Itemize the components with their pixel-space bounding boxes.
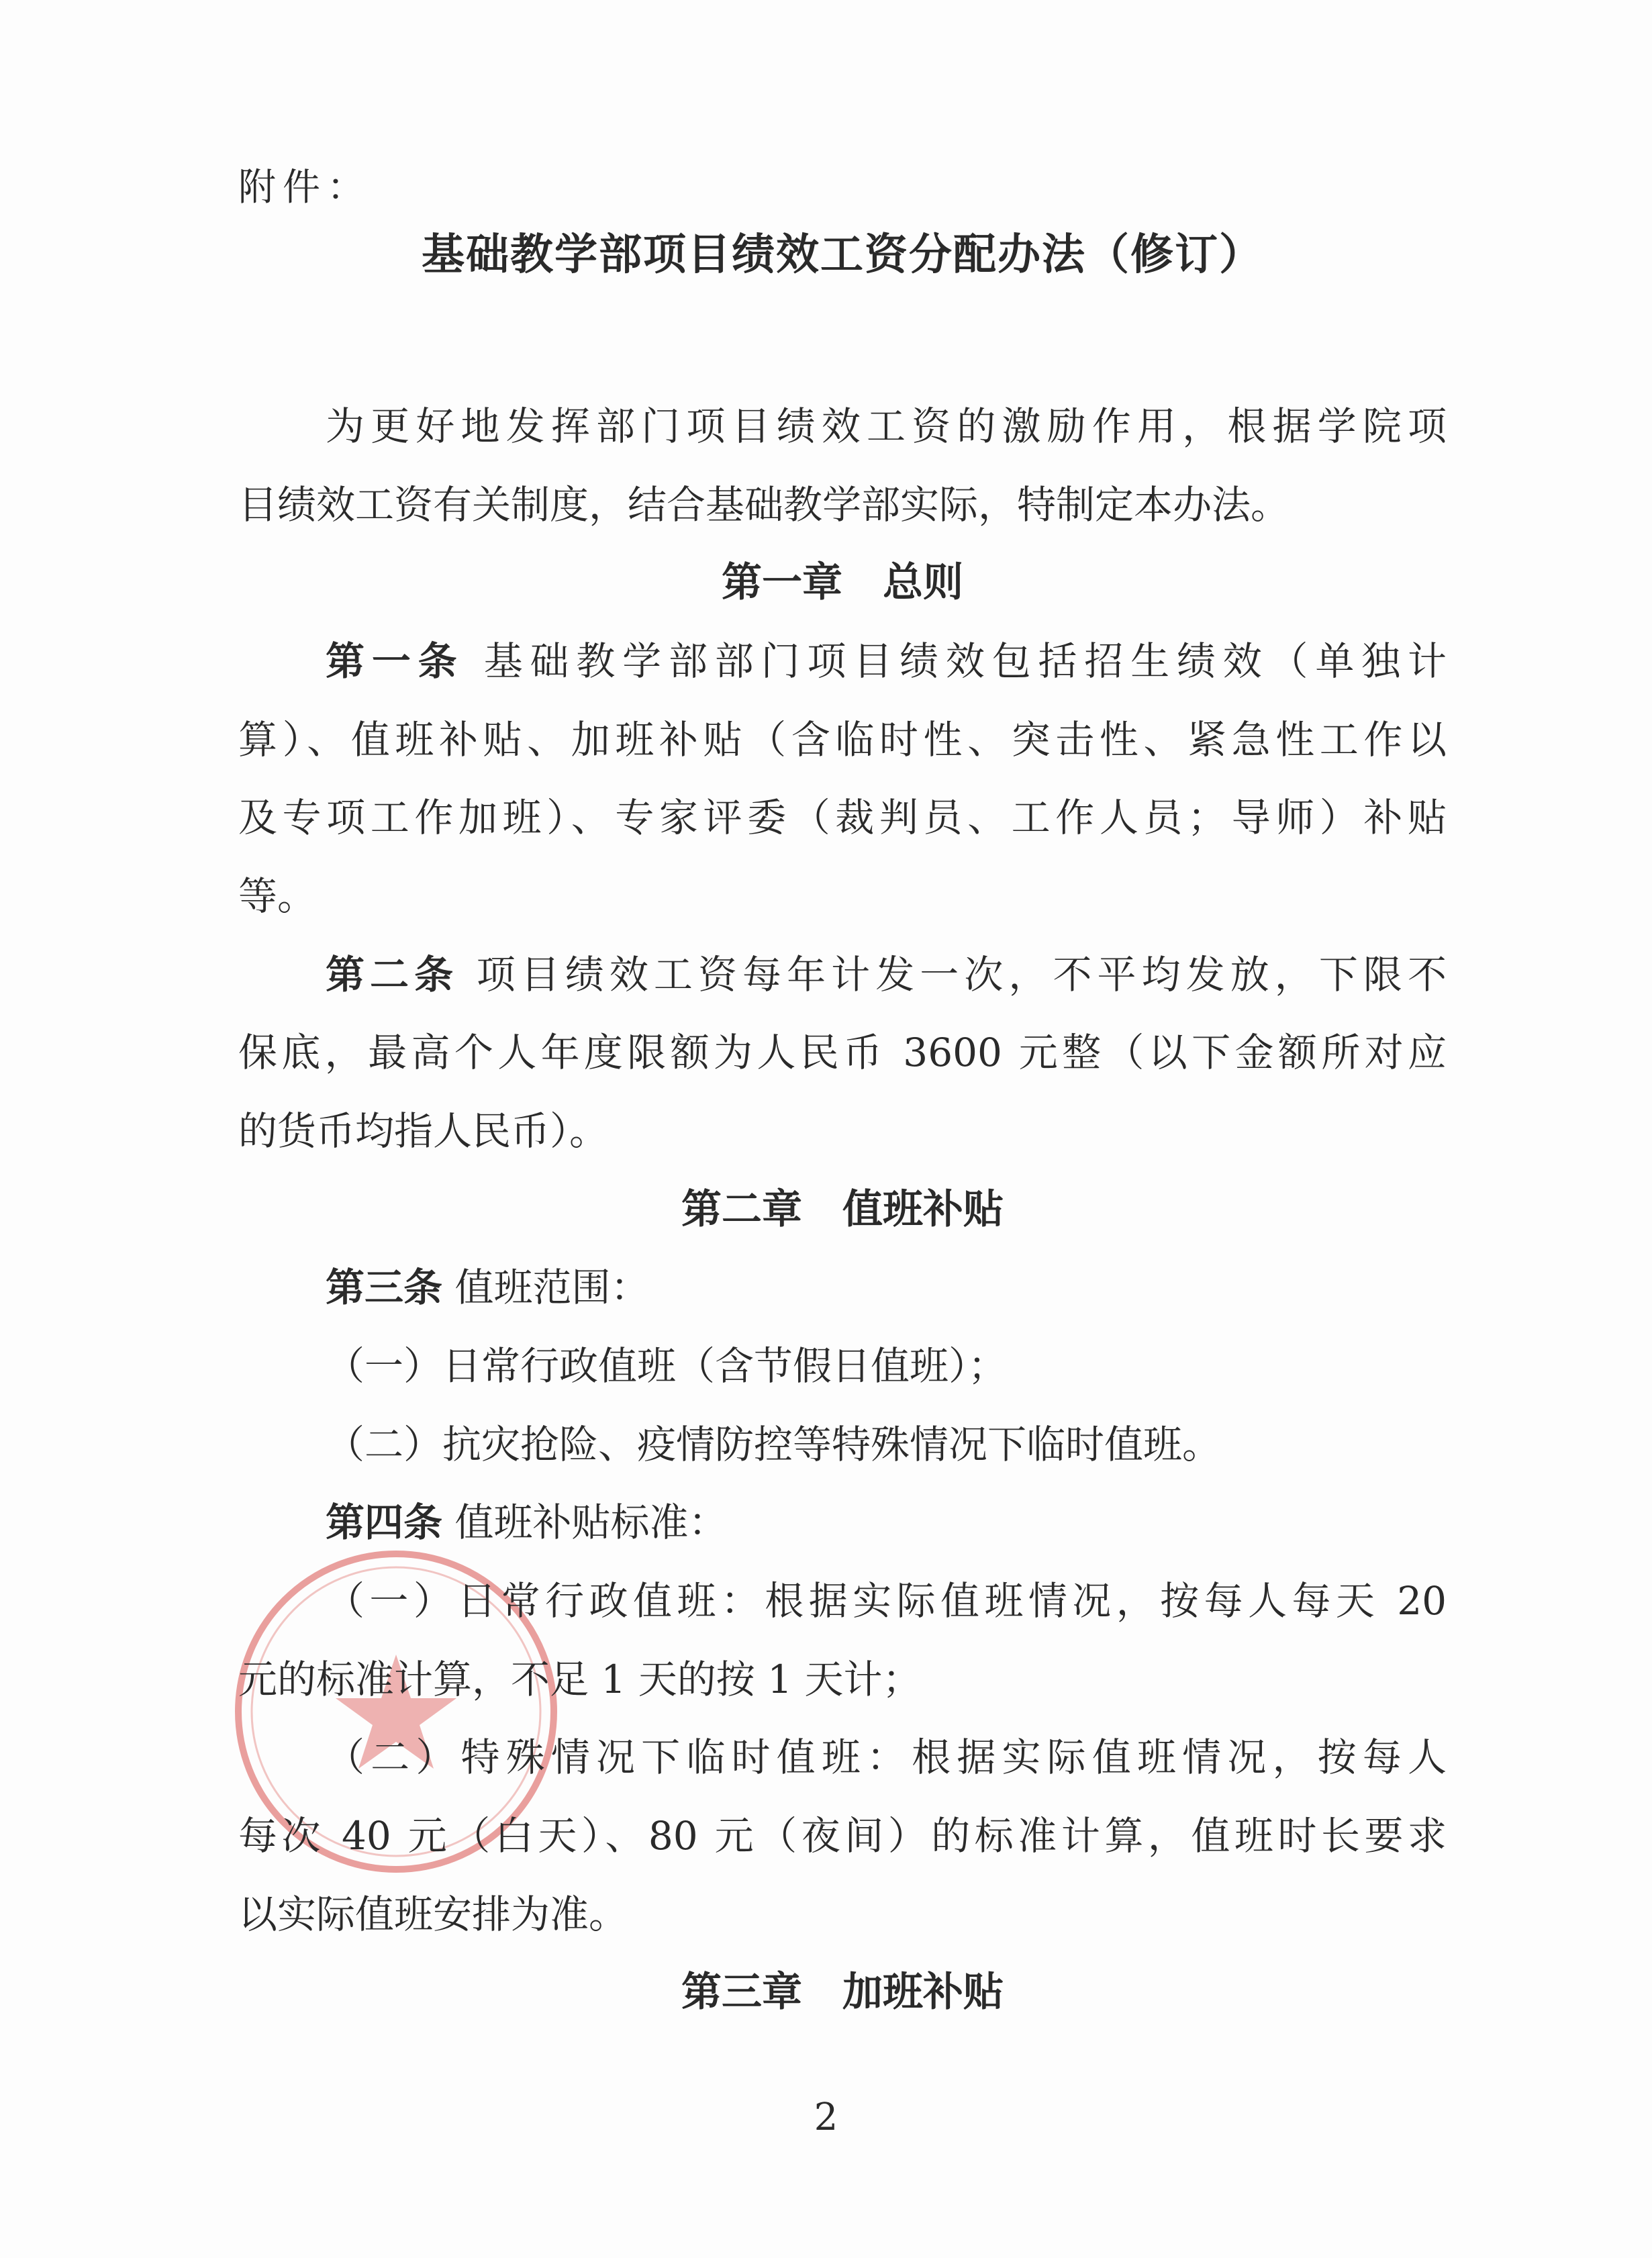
article-4-item-1-line-1: （一）日常行政值班：根据实际值班情况，按每人每天 20 <box>326 1578 1447 1624</box>
article-1-line-4: 等。 <box>238 873 317 919</box>
article-1-line-3: 及专项工作加班）、专家评委（裁判员、工作人员；导师）补贴 <box>238 795 1447 840</box>
article-3-item-1: （一）日常行政值班（含节假日值班）； <box>326 1343 1008 1389</box>
chapter-2-heading <box>238 1186 1447 1233</box>
chapter-3-name: 加班补贴 <box>842 1969 1004 2016</box>
chapter-2-name: 值班补贴 <box>842 1186 1004 1233</box>
article-1-line-1 <box>238 638 1447 685</box>
chapter-1-name: 总则 <box>883 559 963 606</box>
chapter-1-number: 第一章 <box>722 559 842 606</box>
article-3-label: 第三条 <box>326 1265 443 1310</box>
document-title: 基础教学部项目绩效工资分配办法（修订） <box>422 230 1263 280</box>
article-4-label: 第四条 <box>326 1500 443 1545</box>
chapter-2-number: 第二章 <box>681 1186 802 1233</box>
article-4-item-2-line-1: （二）特殊情况下临时值班：根据实际值班情况，按每人 <box>326 1734 1447 1780</box>
article-3-line <box>238 1264 649 1311</box>
article-4-text: 值班补贴标准： <box>454 1500 728 1545</box>
article-4-item-2-line-2: 每次 40 元（白天）、80 元（夜间）的标准计算，值班时长要求 <box>238 1813 1447 1859</box>
article-1-label: 第一条 <box>326 638 465 684</box>
article-4-item-1-line-2: 元的标准计算，不足 1 天的按 1 天计； <box>238 1657 922 1702</box>
article-2-text-1: 项目绩效工资每年计发一次，不平均发放，下限不 <box>476 952 1447 997</box>
intro-line-2: 目绩效工资有关制度，结合基础教学部实际，特制定本办法。 <box>238 482 1290 528</box>
article-3-text: 值班范围： <box>454 1265 650 1310</box>
article-1-line-2: 算）、值班补贴、加班补贴（含临时性、突击性、紧急性工作以 <box>238 717 1447 763</box>
annex-label: 附件： <box>238 166 371 209</box>
article-4-line <box>238 1499 727 1546</box>
intro-line-1: 为更好地发挥部门项目绩效工资的激励作用，根据学院项 <box>326 403 1447 449</box>
article-3-item-2: （二）抗灾抢险、疫情防控等特殊情况下临时值班。 <box>326 1422 1222 1467</box>
article-2-label: 第二条 <box>326 952 459 997</box>
article-4-item-2-line-3: 以实际值班安排为准。 <box>238 1892 628 1937</box>
article-2-line-2: 保底，最高个人年度限额为人民币 3600 元整（以下金额所对应 <box>238 1030 1447 1075</box>
article-1-text-1: 基础教学部部门项目绩效包括招生绩效（单独计 <box>483 638 1447 684</box>
chapter-1-heading <box>238 559 1447 606</box>
chapter-3-number: 第三章 <box>681 1969 802 2016</box>
chapter-3-heading <box>238 1969 1447 2016</box>
article-2-line-3: 的货币均指人民币）。 <box>238 1108 609 1154</box>
article-2-line-1 <box>238 951 1447 998</box>
page-number: 2 <box>814 2096 838 2139</box>
